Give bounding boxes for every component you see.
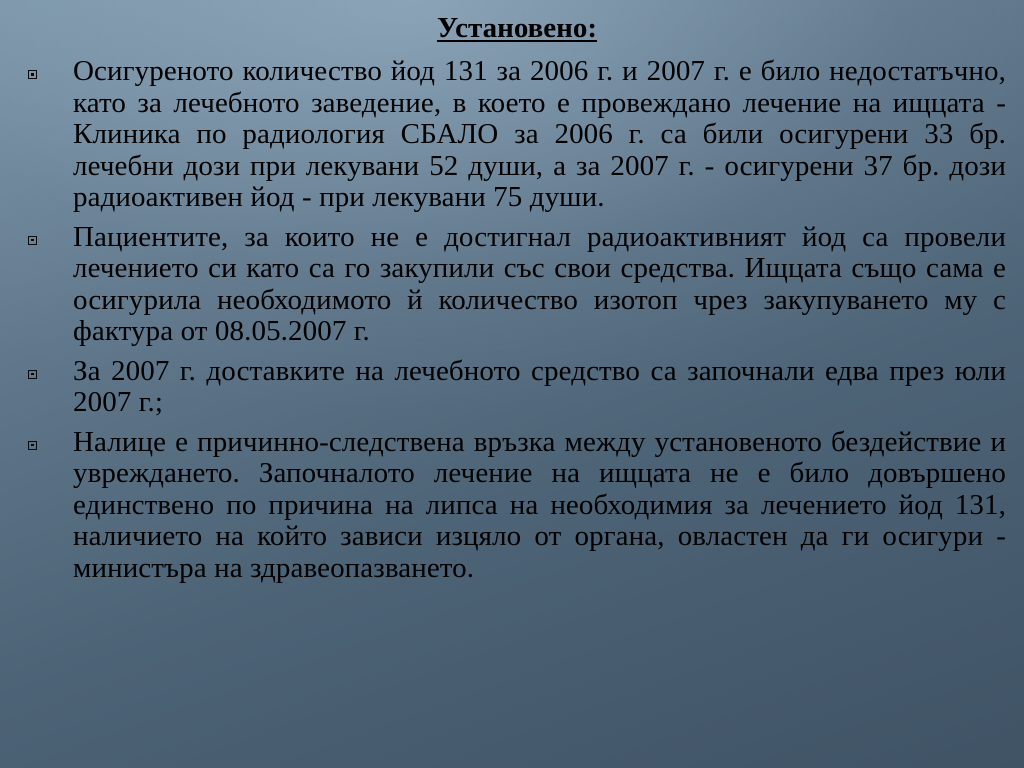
square-bullet-icon xyxy=(22,356,73,388)
square-bullet-icon xyxy=(22,56,73,88)
bullet-item xyxy=(22,356,1006,419)
bullet-text: Осигуреното количество йод 131 за 2006 г. и 2007 г. е било недостатъчно, като за лечебното заведение, в което е провеждано лечение на ищцата - Клиника по радиология СБАЛО за 2006 г. са били осигурени 33 бр. лечебни дози при лекувани 52 души, а за 2007 г. - осигурени 37 бр. дози радиоактивен йод - при лекувани 75 души. xyxy=(73,55,1006,213)
bullet-text: Пациентите, за които не е достигнал радиоактивният йод са провели лечението си като са го закупили със свои средства. Ищцата също сама е осигурила необходимото й количество изотоп чрез закупуването му с фактура от 08.05.2007 г. xyxy=(73,220,1006,347)
square-bullet-icon xyxy=(22,427,73,459)
bullet-text: За 2007 г. доставките на лечебното средство са започнали едва през юли 2007 г.; xyxy=(73,354,1006,418)
bullet-text: Налице е причинно-следствена връзка между установеното бездействие и увреждането. Започналото лечение на ищцата не е било довършено единствено по причина на липса на необходимия за лечението йод 131, наличието на който зависи изцяло от органа, овластен да ги осигури - министъра на здравеопазването. xyxy=(73,425,1006,584)
bullet-item xyxy=(22,427,1006,585)
bullet-item xyxy=(22,56,1006,214)
bullet-item xyxy=(22,222,1006,348)
slide-title: Установено: xyxy=(436,12,597,44)
square-bullet-icon xyxy=(22,222,73,254)
bullet-list xyxy=(22,56,1006,592)
